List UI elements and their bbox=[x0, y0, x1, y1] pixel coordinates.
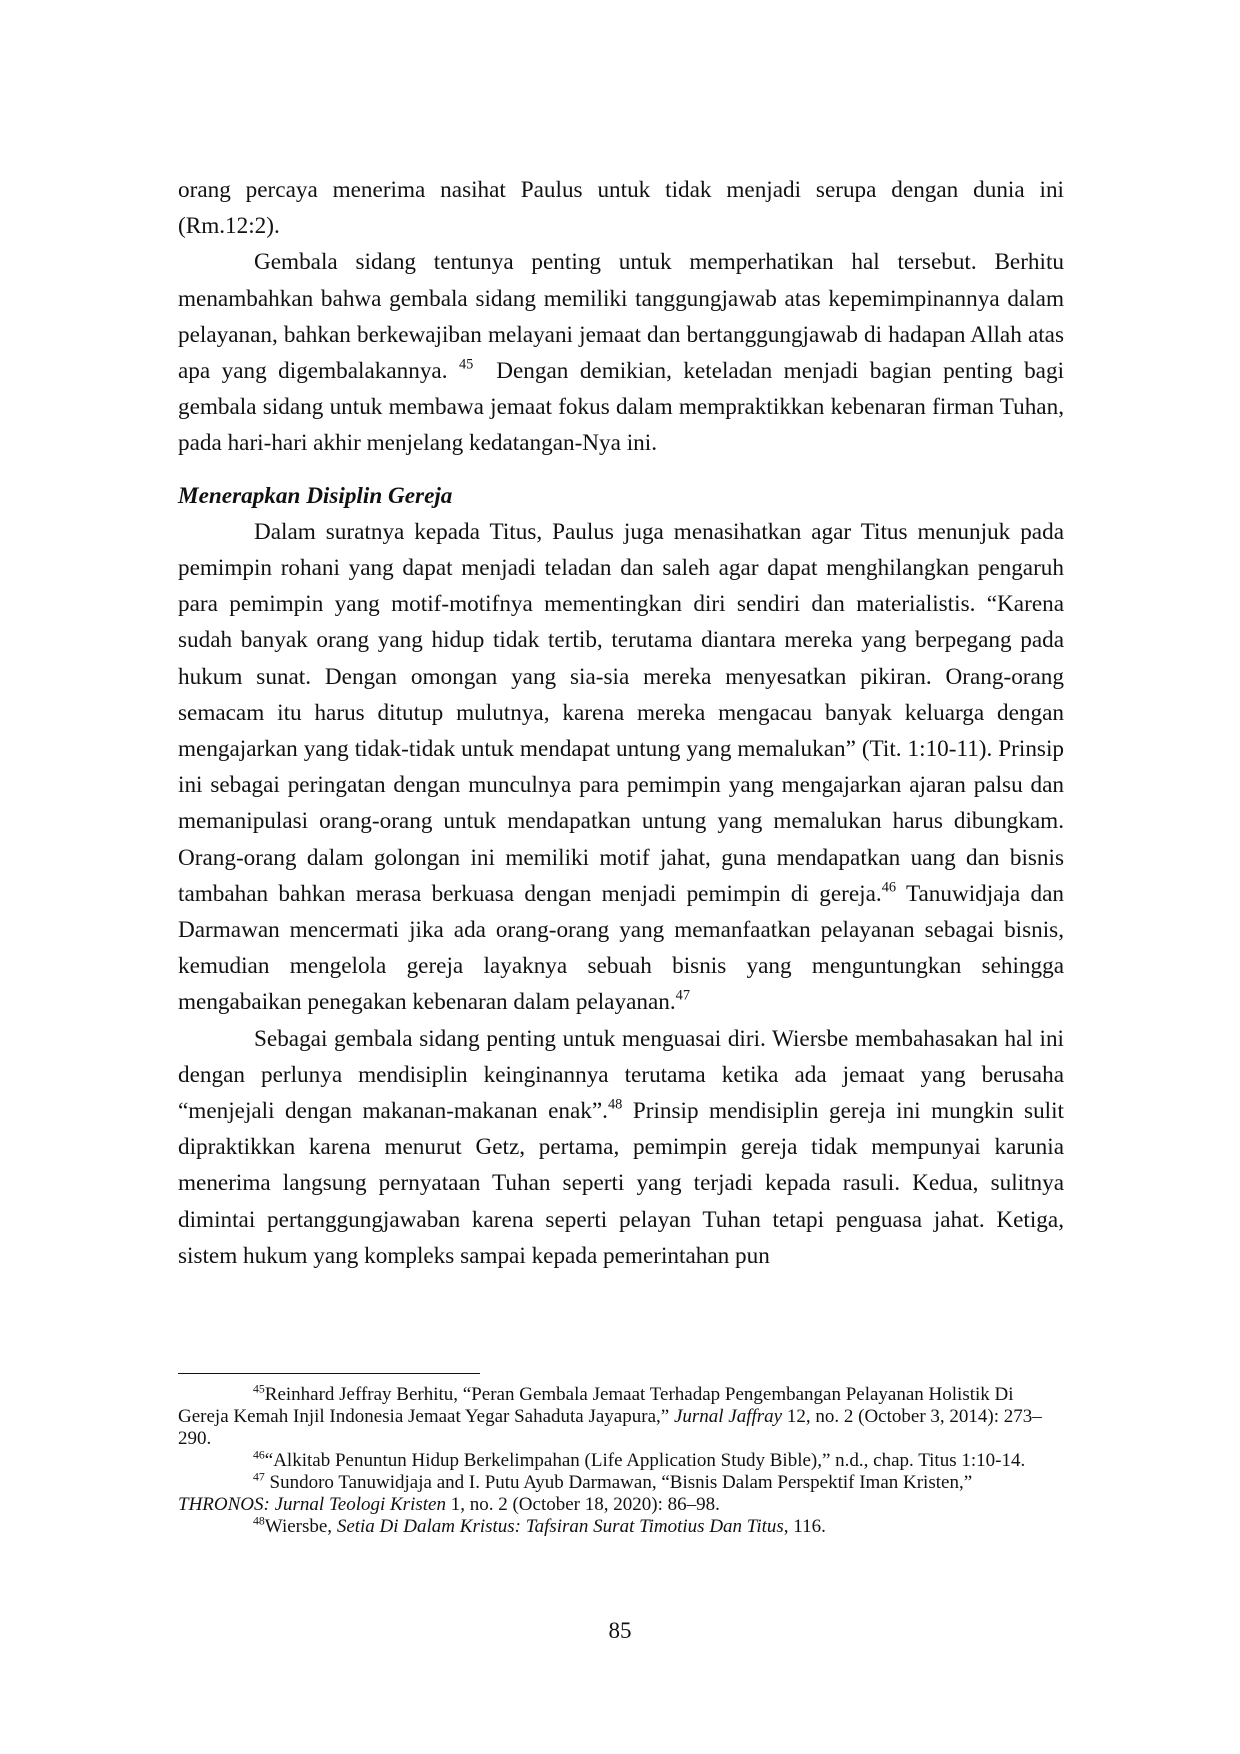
footnote-number: 48 bbox=[253, 1514, 265, 1528]
paragraph-shepherd bbox=[178, 244, 1064, 461]
paragraph-titus bbox=[178, 514, 1064, 1021]
footnote-ref-47[interactable]: 47 bbox=[675, 988, 691, 1005]
footnote-journal: THRONOS: Jurnal Teologi Kristen bbox=[178, 1494, 446, 1515]
footnote-45 bbox=[178, 1384, 1064, 1450]
footnote-text: “Alkitab Penuntun Hidup Berkelimpahan (Life Application Study Bible),” n.d., chap. Titus 1:10-14. bbox=[264, 1450, 1026, 1471]
footnote-48 bbox=[178, 1516, 1064, 1538]
footnote-number: 46 bbox=[253, 1448, 265, 1462]
footnote-number: 45 bbox=[253, 1382, 265, 1396]
body-text bbox=[178, 172, 1064, 1274]
footnote-47 bbox=[178, 1472, 1064, 1516]
footnote-text: 1, no. 2 (October 18, 2020): 86–98. bbox=[445, 1494, 720, 1515]
paragraph-self-control bbox=[178, 1021, 1064, 1274]
section-heading: Menerapkan Disiplin Gereja bbox=[178, 482, 453, 509]
paragraph-text: Tanuwidjaja dan Darmawan mencermati jika ada orang-orang yang memanfaatkan pelayanan sebagai bisnis, kemudian mengelola gereja layaknya sebuah bisnis yang menguntungkan sehingga mengabaikan penegakan kebenaran dalam pelayanan. bbox=[178, 880, 1064, 1016]
footnotes bbox=[178, 1384, 1064, 1538]
footnote-text: 12, no. 2 (October 3, 2014): 273–290. bbox=[178, 1406, 1042, 1449]
footnote-number: 47 bbox=[253, 1470, 265, 1484]
footnote-text: Reinhard Jeffray Berhitu, “Peran Gembala Jemaat Terhadap Pengembangan Pelayanan Holistik Di Gereja Kemah Injil Indonesia Jemaat Yegar Sahaduta Jayapura,” bbox=[178, 1384, 1014, 1427]
footnote-text: , 116. bbox=[783, 1516, 826, 1537]
footnote-ref-48[interactable]: 48 bbox=[607, 1096, 623, 1113]
paragraph-text: Dalam suratnya kepada Titus, Paulus juga menasihatkan agar Titus menunjuk pada pemimpin rohani yang dapat menjadi teladan dan saleh agar dapat menghilangkan pengaruh para pemimpin yang motif-motifnya mementingkan diri sendiri dan materialistis. “Karena sudah banyak orang yang hidup tidak tertib, terutama diantara mereka yang berpegang pada hukum sunat. Dengan omongan yang sia-sia mereka menyesatkan pikiran. Orang-orang semacam itu harus ditutup mulutnya, karena mereka mengacau banyak keluarga dengan mengajarkan yang tidak-tidak untuk mendapat untung yang memalukan” (Tit. 1:10-11). Prinsip ini sebagai peringatan dengan munculnya para pemimpin yang mengajarkan ajaran palsu dan memanipulasi orang-orang untuk mendapatkan untung yang memalukan harus dibungkam. Orang-orang dalam golongan ini memiliki motif jahat, guna mendapatkan uang dan bisnis tambahan bahkan merasa berkuasa dengan menjadi pemimpin di gereja. bbox=[178, 518, 1064, 907]
footnote-ref-45[interactable]: 45 bbox=[458, 356, 474, 373]
footnote-separator bbox=[178, 1373, 480, 1374]
paragraph-text: Gembala sidang tentunya penting untuk memperhatikan hal tersebut. Berhitu menambahkan bahwa gembala sidang memiliki tanggungjawab atas kepemimpinannya dalam pelayanan, bahkan berkewajiban melayani jemaat dan bertanggungjawab di hadapan Allah atas apa yang digembalakannya. bbox=[178, 249, 1064, 385]
footnote-text: Sundoro Tanuwidjaja and I. Putu Ayub Darmawan, “Bisnis Dalam Perspektif Iman Kristen,” bbox=[264, 1472, 973, 1493]
page-number: 85 bbox=[608, 1618, 632, 1643]
paragraph-text: Dengan demikian, keteladan menjadi bagian penting bagi gembala sidang untuk membawa jemaat fokus dalam mempraktikkan kebenaran firman Tuhan, pada hari-hari akhir menjelang kedatangan-Nya ini. bbox=[178, 358, 1065, 457]
footnote-journal: Jurnal Jaffray bbox=[673, 1406, 783, 1427]
footnote-text: Wiersbe, bbox=[264, 1516, 337, 1537]
paragraph-text: Prinsip mendisiplin gereja ini mungkin sulit dipraktikkan karena menurut Getz, pertama, pemimpin gereja tidak mempunyai karunia menerima langsung pernyataan Tuhan seperti yang terjadi kepada rasuli. Kedua, sulitnya dimintai pertanggungjawaban karena seperti pelayan Tuhan tetapi penguasa jahat. Ketiga, sistem hukum yang kompleks sampai kepada pemerintahan pun bbox=[178, 1098, 1064, 1269]
footnote-46 bbox=[178, 1450, 1064, 1472]
paragraph-continuation bbox=[178, 172, 1064, 244]
footnote-ref-46[interactable]: 46 bbox=[881, 879, 897, 896]
paragraph-text: Sebagai gembala sidang penting untuk menguasai diri. Wiersbe membahasakan hal ini dengan perlunya mendisiplin keinginannya terutama ketika ada jemaat yang berusaha “menjejali dengan makanan-makanan enak”. bbox=[178, 1025, 1064, 1125]
footnote-book-title: Setia Di Dalam Kristus: Tafsiran Surat Timotius Dan Titus bbox=[336, 1516, 784, 1537]
paragraph-text: orang percaya menerima nasihat Paulus untuk tidak menjadi serupa dengan dunia ini (Rm.12:2). bbox=[178, 177, 1064, 240]
